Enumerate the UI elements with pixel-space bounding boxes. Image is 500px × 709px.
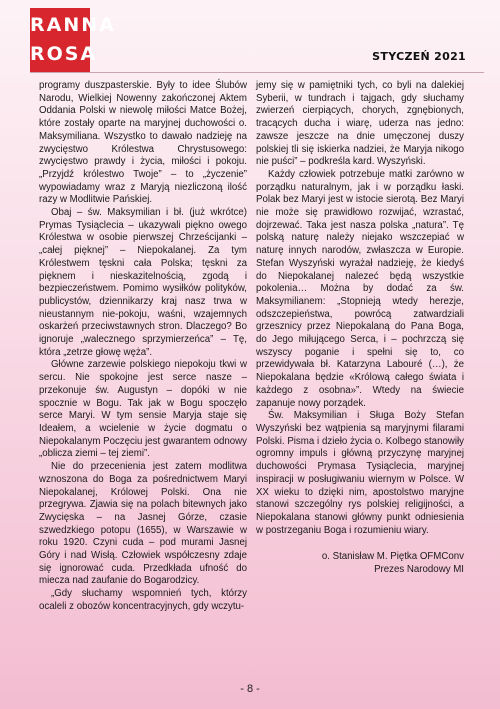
page-number: - 8 - — [240, 683, 260, 695]
paragraph: programy duszpasterskie. Były to idee Ślubów Narodu, Wielkiej Nowenny zakończonej Aktem Oddania Polski w niewolę miłości Matce Bożej, które zostały oparte na maryjnej duchowości o. Maksymiliana. Wszystko to dawało nadzieję na zwycięstwo Królestwa Chrystusowego: zwycięstwo prawdy i życia, miłości i pokoju. „Przyjdź królestwo Twoje” – to „życzenie” wypowiadamy wraz z Maryją niezliczoną ilość razy w Modlitwie Pańskiej. — [39, 80, 247, 206]
paragraph: jemy się w pamiętniki tych, co byli na dalekiej Syberii, w tundrach i tajgach, gdy słuchamy zwierzeń cierpiących, chorych, zgnębionych, tracących ducha i wiarę, uderza nas jedno: zawsze jeszcze na dnie umęczonej duszy polskiej tli się iskierka nadziei, że Maryja nikogo nie puści” – podkreśla kard. Wyszyński. — [256, 80, 464, 168]
paragraph: Każdy człowiek potrzebuje matki zarówno w porządku naturalnym, jak i w porządku łaski. Polak bez Maryi jest w istocie sierotą. Bez Maryi nie może się prawidłowo rozwijać, wzrastać, dojrzewać. Taka jest nasza polska „natura”. Tę polską naturę należy niejako wszczepiać w naturę innych narodów, zwłaszcza w Europie. Stefan Wyszyński wyrażał nadzieję, że kiedyś do Niepokalanej nalezeć będą wszystkie pokolenia… Można by dodać za św. Maksymilianem: „Stopnieją wtedy herezje, odszczepieństwa, powrócą zatwardziali grzesznicy przez Niepokalaną do Pana Boga, do Jego miłującego Serca, i – pochrzczą się wszyscy poganie i spełni się to, co przewidywała bł. Katarzyna Labouré (…), że Niepokalana będzie «Królową całego świata i każdego z osobna»”. Wtedy na świecie zapanuje nowy porządek. — [256, 168, 464, 409]
signature-role: Prezes Narodowy MI — [374, 564, 464, 576]
magazine-logo — [30, 8, 116, 72]
paragraph: Główne zarzewie polskiego niepokoju tkwi w sercu. Nie spokojne jest serce nasze – przekonuje św. Augustyn – dopóki w nie spocznie w Bogu. Tak jak w Bogu spoczęło serce Maryi. W tym sensie Maryja staje się Ideałem, a wcielenie w życie dogmatu o Niepokalanym Poczęciu jest gwarantem odnowy „oblicza ziemi – tej ziemi”. — [39, 359, 247, 460]
issue-date: STYCZEŃ 2021 — [372, 50, 466, 63]
paragraph: Św. Maksymilian i Sługa Boży Stefan Wyszyński bez wątpienia są maryjnymi filarami Polski. Pisma i dzieło życia o. Kolbego stanowiły ogromny impuls i główną przyczynę maryjnej duchowości Prymasa Tysiąclecia, maryjnej inspiracji w posługiwaniu wiernym w Polsce. W XX wieku to dzięki nim, apostolstwo maryjne stanowi szczególny rys polskiej religijności, a Niepokalana stanowi główny punkt odniesienia w postrzeganiu Boga i rozumieniu wiary. — [256, 410, 464, 536]
paragraph: Obaj – św. Maksymilian i bł. (już wkrótce) Prymas Tysiąclecia – ukazywali piękno owego Królestwa w osobie pierwszej Chrześcijanki – „całej pięknej” – Niepokalanej. Za tym Królestwem tęskni cała Polska; tęskni za pięknem i nieskazitelnością, zgodą i bezpieczeństwem. Pomimo wysiłków polityków, publicystów, dziennikarzy kraj nasz trwa w nieustannym nie-pokoju, waśni, wzajemnych oskarżeń przeciwstawnych stron. Dlaczego? Bo ignoruje „walecznego sprzymierzeńca” – Tę, która „zetrze głowę węża”. — [39, 207, 247, 358]
logo-line-2: ROSA — [30, 43, 98, 65]
signature-author: o. Stanisław M. Piętka OFMConv — [321, 551, 464, 563]
paragraph: „Gdy słuchamy wspomnień tych, którzy ocaleli z obozów koncentracyjnych, gdy wczytu- — [39, 588, 247, 612]
logo-line-1: RANNA — [30, 14, 116, 36]
right-column — [256, 80, 464, 577]
paragraph: Nie do przecenienia jest zatem modlitwa wznoszona do Boga za pośrednictwem Maryi Niepokalanej, Królowej Polski. Ona nie przegrywa. Zjawia się na polach bitewnych jako Zwycięska – na Jasnej Górze, czasie szwedzkiego potopu (1655), w Warszawie w roku 1920. Czyni cuda – pod murami Jasnej Góry i nad Wisłą. Człowiek współczesny zdaje się ignorować cuda. Przedkłada ufność do mieczа nad zaufanie do Bogarodzicy. — [39, 461, 247, 587]
left-column — [39, 80, 247, 614]
header-divider — [30, 72, 484, 73]
